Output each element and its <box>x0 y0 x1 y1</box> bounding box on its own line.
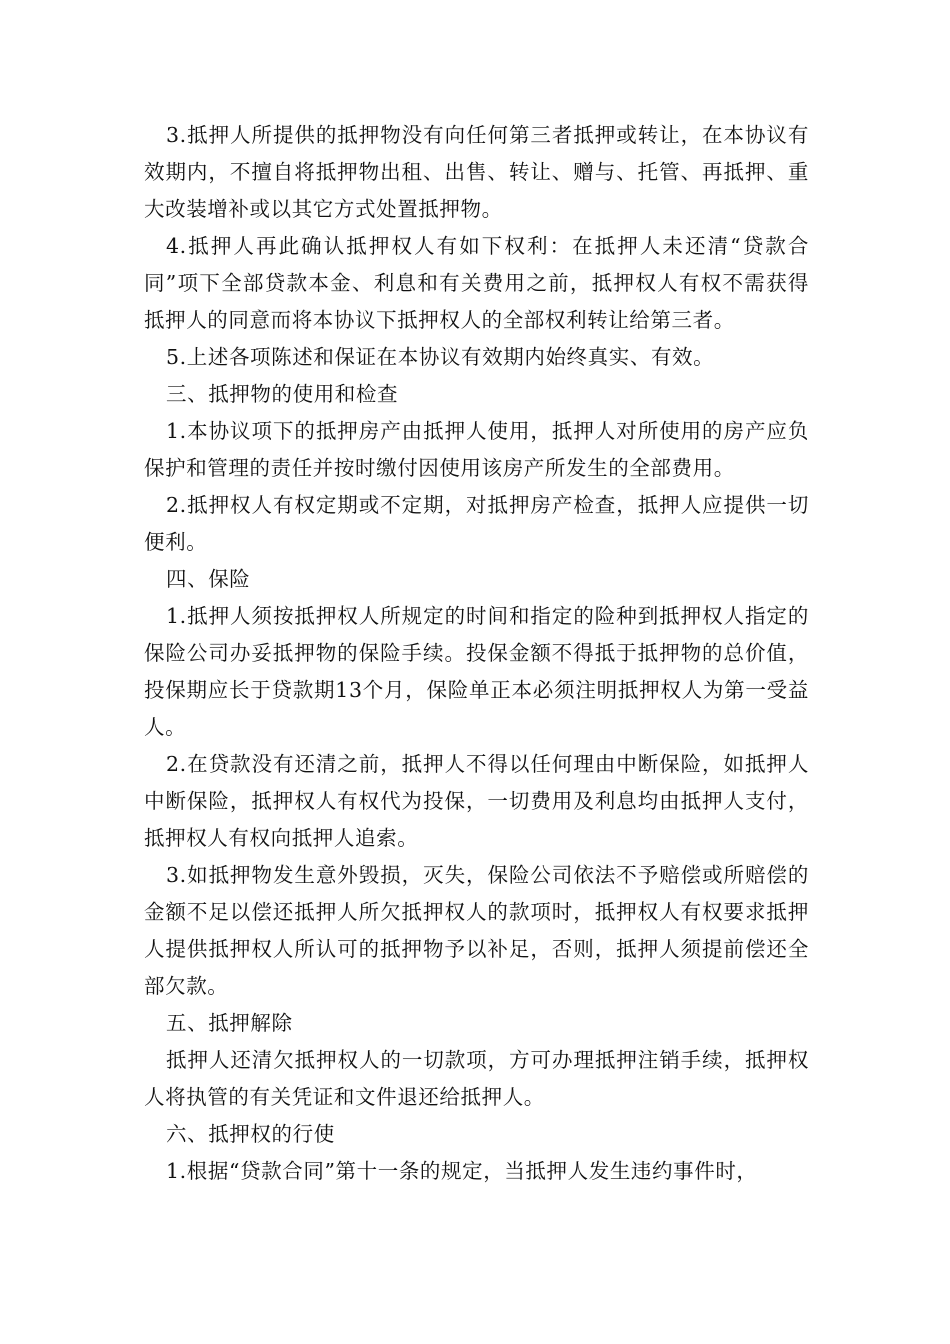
paragraph-clause-5-validity: 5.上述各项陈述和保证在本协议有效期内始终真实、有效。 <box>166 345 715 369</box>
paragraph-clause-3-no-transfer: 3.抵押人所提供的抵押物没有向任何第三者抵押或转让，在本协议有效期内，不擅自将抵押物出租、出售、转让、赠与、托管、再抵押、重大改装增补或以其它方式处置抵押物。 <box>144 123 809 221</box>
section-heading-release: 五、抵押解除 <box>166 1011 293 1035</box>
paragraph-use-clause-2: 2.抵押权人有权定期或不定期，对抵押房产检查，抵押人应提供一切便利。 <box>144 493 809 554</box>
paragraph-exercise-clause-1: 1.根据“贷款合同”第十一条的规定，当抵押人发生违约事件时， <box>166 1159 758 1183</box>
paragraph-insurance-clause-3: 3.如抵押物发生意外毁损，灭失，保险公司依法不予赔偿或所赔偿的金额不足以偿还抵押人所欠抵押权人的款项时，抵押权人有权要求抵押人提供抵押权人所认可的抵押物予以补足，否则，抵押人须提前偿还全部欠款。 <box>144 863 809 998</box>
section-heading-exercise: 六、抵押权的行使 <box>166 1122 335 1146</box>
paragraph-insurance-clause-1: 1.抵押人须按抵押权人所规定的时间和指定的险种到抵押权人指定的保险公司办妥抵押物的保险手续。投保金额不得抵于抵押物的总价值，投保期应长于贷款期13个月，保险单正本必须注明抵押权人为第一受益人。 <box>144 604 809 739</box>
paragraph-insurance-clause-2: 2.在贷款没有还清之前，抵押人不得以任何理由中断保险，如抵押人中断保险，抵押权人有权代为投保，一切费用及利息均由抵押人支付，抵押权人有权向抵押人追索。 <box>144 752 809 850</box>
paragraph-use-clause-1: 1.本协议项下的抵押房产由抵押人使用，抵押人对所使用的房产应负保护和管理的责任并按时缴付因使用该房产所发生的全部费用。 <box>144 419 809 480</box>
section-heading-insurance: 四、保险 <box>166 567 251 591</box>
section-heading-use-and-inspection: 三、抵押物的使用和检查 <box>166 382 399 406</box>
paragraph-clause-4-rights: 4.抵押人再此确认抵押权人有如下权利：在抵押人未还清“贷款合同”项下全部贷款本金、利息和有关费用之前，抵押权人有权不需获得抵押人的同意而将本协议下抵押权人的全部权利转让给第三者。 <box>144 234 809 332</box>
document-body <box>144 117 809 1190</box>
paragraph-release: 抵押人还清欠抵押权人的一切款项，方可办理抵押注销手续，抵押权人将执管的有关凭证和文件退还给抵押人。 <box>144 1048 809 1109</box>
